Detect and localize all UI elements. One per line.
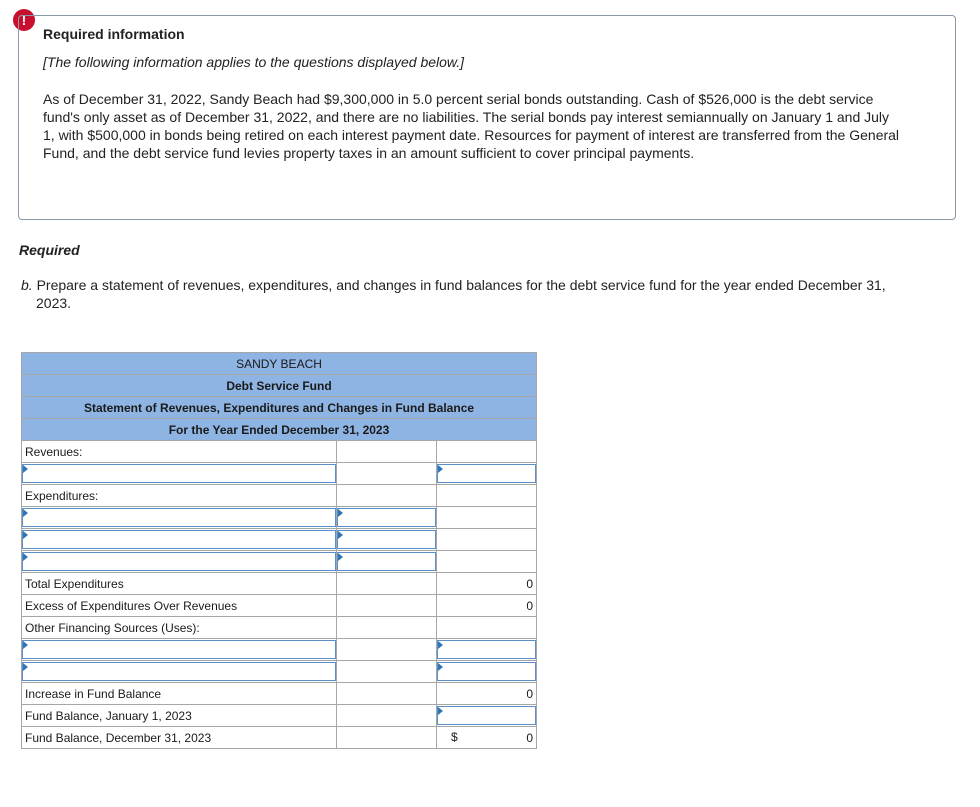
other-financing-1-amount-input[interactable] — [437, 639, 537, 661]
expenditure-2-label-input[interactable] — [22, 529, 337, 551]
expenditure-1-label-input[interactable] — [22, 507, 337, 529]
total-expenditures-row — [22, 573, 537, 595]
fund-balance-dec-label: Fund Balance, December 31, 2023 — [22, 727, 337, 749]
expenditure-input-row — [22, 551, 537, 573]
other-financing-input-row — [22, 661, 537, 683]
revenue-input-row — [22, 463, 537, 485]
required-heading: Required — [19, 242, 80, 258]
statement-fund: Debt Service Fund — [22, 375, 537, 397]
total-expenditures-value: 0 — [437, 573, 537, 595]
fund-balance-jan-row — [22, 705, 537, 727]
statement-table — [21, 352, 537, 749]
expenditures-header-row — [22, 485, 537, 507]
fund-balance-dec-cell — [437, 727, 537, 749]
total-expenditures-label: Total Expenditures — [22, 573, 337, 595]
other-financing-2-amount-input[interactable] — [437, 661, 537, 683]
expenditure-3-amount-input[interactable] — [337, 551, 437, 573]
expenditure-input-row — [22, 507, 537, 529]
alert-icon: ! — [13, 9, 35, 31]
excess-label: Excess of Expenditures Over Revenues — [22, 595, 337, 617]
revenues-header-row — [22, 441, 537, 463]
increase-label: Increase in Fund Balance — [22, 683, 337, 705]
other-financing-label: Other Financing Sources (Uses): — [22, 617, 337, 639]
fund-balance-jan-input[interactable] — [437, 705, 537, 727]
info-title: Required information — [43, 26, 185, 42]
expenditure-input-row — [22, 529, 537, 551]
currency-symbol: $ — [451, 730, 458, 744]
info-subtitle: [The following information applies to the questions displayed below.] — [43, 54, 465, 70]
excess-row — [22, 595, 537, 617]
excess-value: 0 — [437, 595, 537, 617]
statement-period: For the Year Ended December 31, 2023 — [22, 419, 537, 441]
expenditures-label: Expenditures: — [22, 485, 337, 507]
statement-entity: SANDY BEACH — [22, 353, 537, 375]
revenue-label-input[interactable] — [22, 463, 337, 485]
increase-row — [22, 683, 537, 705]
question-text: Prepare a statement of revenues, expenditures, and changes in fund balances for the debt service fund for the year ended December 31, 2023. — [36, 277, 886, 311]
fund-balance-dec-row — [22, 727, 537, 749]
other-financing-input-row — [22, 639, 537, 661]
required-question — [21, 276, 916, 312]
revenue-amount-input[interactable] — [437, 463, 537, 485]
fund-balance-dec-value: 0 — [526, 730, 533, 745]
other-financing-1-label-input[interactable] — [22, 639, 337, 661]
revenues-label: Revenues: — [22, 441, 337, 463]
expenditure-1-amount-input[interactable] — [337, 507, 437, 529]
info-body: As of December 31, 2022, Sandy Beach had $9,300,000 in 5.0 percent serial bonds outstanding. Cash of $526,000 is the debt service fund's only asset as of December 31, 2022, and there are no liabilities. The serial bonds pay interest semiannually on January 1 and July 1, with $500,000 in bonds being retired on each interest payment date. Resources for payment of interest are transferred from the General Fund, and the debt service fund levies property taxes in an amount sufficient to cover principal payments. — [43, 91, 900, 161]
expenditure-3-label-input[interactable] — [22, 551, 337, 573]
increase-value: 0 — [437, 683, 537, 705]
part-label: b. — [21, 277, 33, 293]
expenditure-2-amount-input[interactable] — [337, 529, 437, 551]
statement-title: Statement of Revenues, Expenditures and Changes in Fund Balance — [22, 397, 537, 419]
fund-balance-jan-label: Fund Balance, January 1, 2023 — [22, 705, 337, 727]
other-financing-2-label-input[interactable] — [22, 661, 337, 683]
other-financing-header-row — [22, 617, 537, 639]
